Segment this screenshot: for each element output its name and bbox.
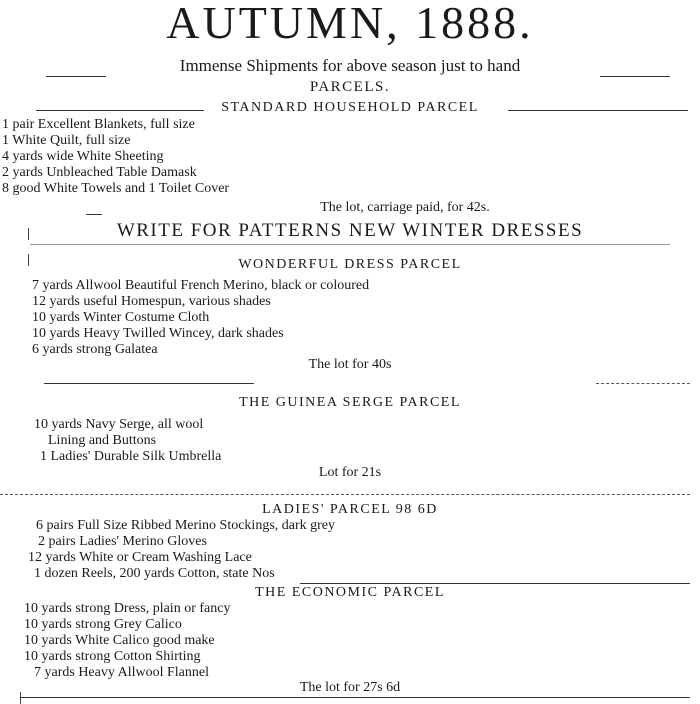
- parcel-price: The lot for 40s: [308, 357, 392, 372]
- parcel-heading: WONDERFUL DRESS PARCEL: [238, 257, 462, 272]
- list-item: 6 pairs Full Size Ribbed Merino Stockings, dark grey: [36, 518, 336, 533]
- divider: [20, 692, 21, 704]
- parcel-heading: LADIES' PARCEL 98 6D: [262, 502, 438, 517]
- parcel-price: The lot, carriage paid, for 42s.: [320, 200, 490, 215]
- list-item: 1 dozen Reels, 200 yards Cotton, state Nos: [34, 566, 275, 581]
- parcel-item-list: [34, 417, 221, 465]
- list-item: 1 pair Excellent Blankets, full size: [2, 117, 195, 132]
- list-item: 10 yards Navy Serge, all wool: [34, 417, 204, 432]
- divider: [0, 494, 690, 495]
- parcel-item-list: [28, 518, 335, 582]
- parcel-heading: THE GUINEA SERGE PARCEL: [239, 395, 461, 410]
- divider: [30, 244, 670, 245]
- list-item: 7 yards Heavy Allwool Flannel: [34, 665, 209, 680]
- list-item: 10 yards Winter Costume Cloth: [32, 310, 210, 325]
- page-subtitle: Immense Shipments for above season just to hand: [179, 56, 521, 75]
- divider: [300, 583, 690, 584]
- list-item: 10 yards strong Grey Calico: [24, 617, 182, 632]
- list-item: 10 yards Heavy Twilled Wincey, dark shades: [32, 326, 284, 341]
- page-title: AUTUMN, 1888.: [166, 0, 534, 48]
- list-item: 12 yards useful Homespun, various shades: [32, 294, 271, 309]
- list-item: 2 yards Unbleached Table Damask: [2, 165, 197, 180]
- list-item: 10 yards White Calico good make: [24, 633, 215, 648]
- divider: [36, 110, 204, 111]
- divider: [600, 76, 670, 77]
- patterns-banner: WRITE FOR PATTERNS NEW WINTER DRESSES: [116, 220, 584, 241]
- list-item: 10 yards strong Cotton Shirting: [24, 649, 201, 664]
- divider: [596, 383, 690, 384]
- parcel-item-list: [32, 278, 369, 358]
- parcel-price: The lot for 27s 6d: [299, 680, 401, 695]
- list-item: 7 yards Allwool Beautiful French Merino, black or coloured: [32, 278, 370, 293]
- parcels-label: PARCELS.: [309, 79, 391, 95]
- divider: [28, 254, 29, 266]
- list-item: 1 White Quilt, full size: [2, 133, 131, 148]
- parcel-price: Lot for 21s: [318, 465, 382, 480]
- list-item: 2 pairs Ladies' Merino Gloves: [38, 534, 207, 549]
- divider: [508, 110, 688, 111]
- list-item: 6 yards strong Galatea: [32, 342, 158, 357]
- divider: [44, 383, 254, 384]
- parcel-item-list: [2, 117, 229, 197]
- divider: [28, 228, 29, 240]
- divider: [46, 76, 106, 77]
- divider: [20, 697, 690, 698]
- parcel-heading: THE ECONOMIC PARCEL: [255, 585, 445, 600]
- divider: [86, 214, 102, 215]
- parcel-heading: STANDARD HOUSEHOLD PARCEL: [221, 100, 479, 115]
- list-item: 10 yards strong Dress, plain or fancy: [24, 601, 231, 616]
- list-item: Lining and Buttons: [48, 433, 157, 448]
- parcel-item-list: [24, 601, 230, 681]
- list-item: 12 yards White or Cream Washing Lace: [28, 550, 252, 565]
- list-item: 8 good White Towels and 1 Toilet Cover: [2, 181, 230, 196]
- list-item: 1 Ladies' Durable Silk Umbrella: [40, 449, 222, 464]
- list-item: 4 yards wide White Sheeting: [2, 149, 164, 164]
